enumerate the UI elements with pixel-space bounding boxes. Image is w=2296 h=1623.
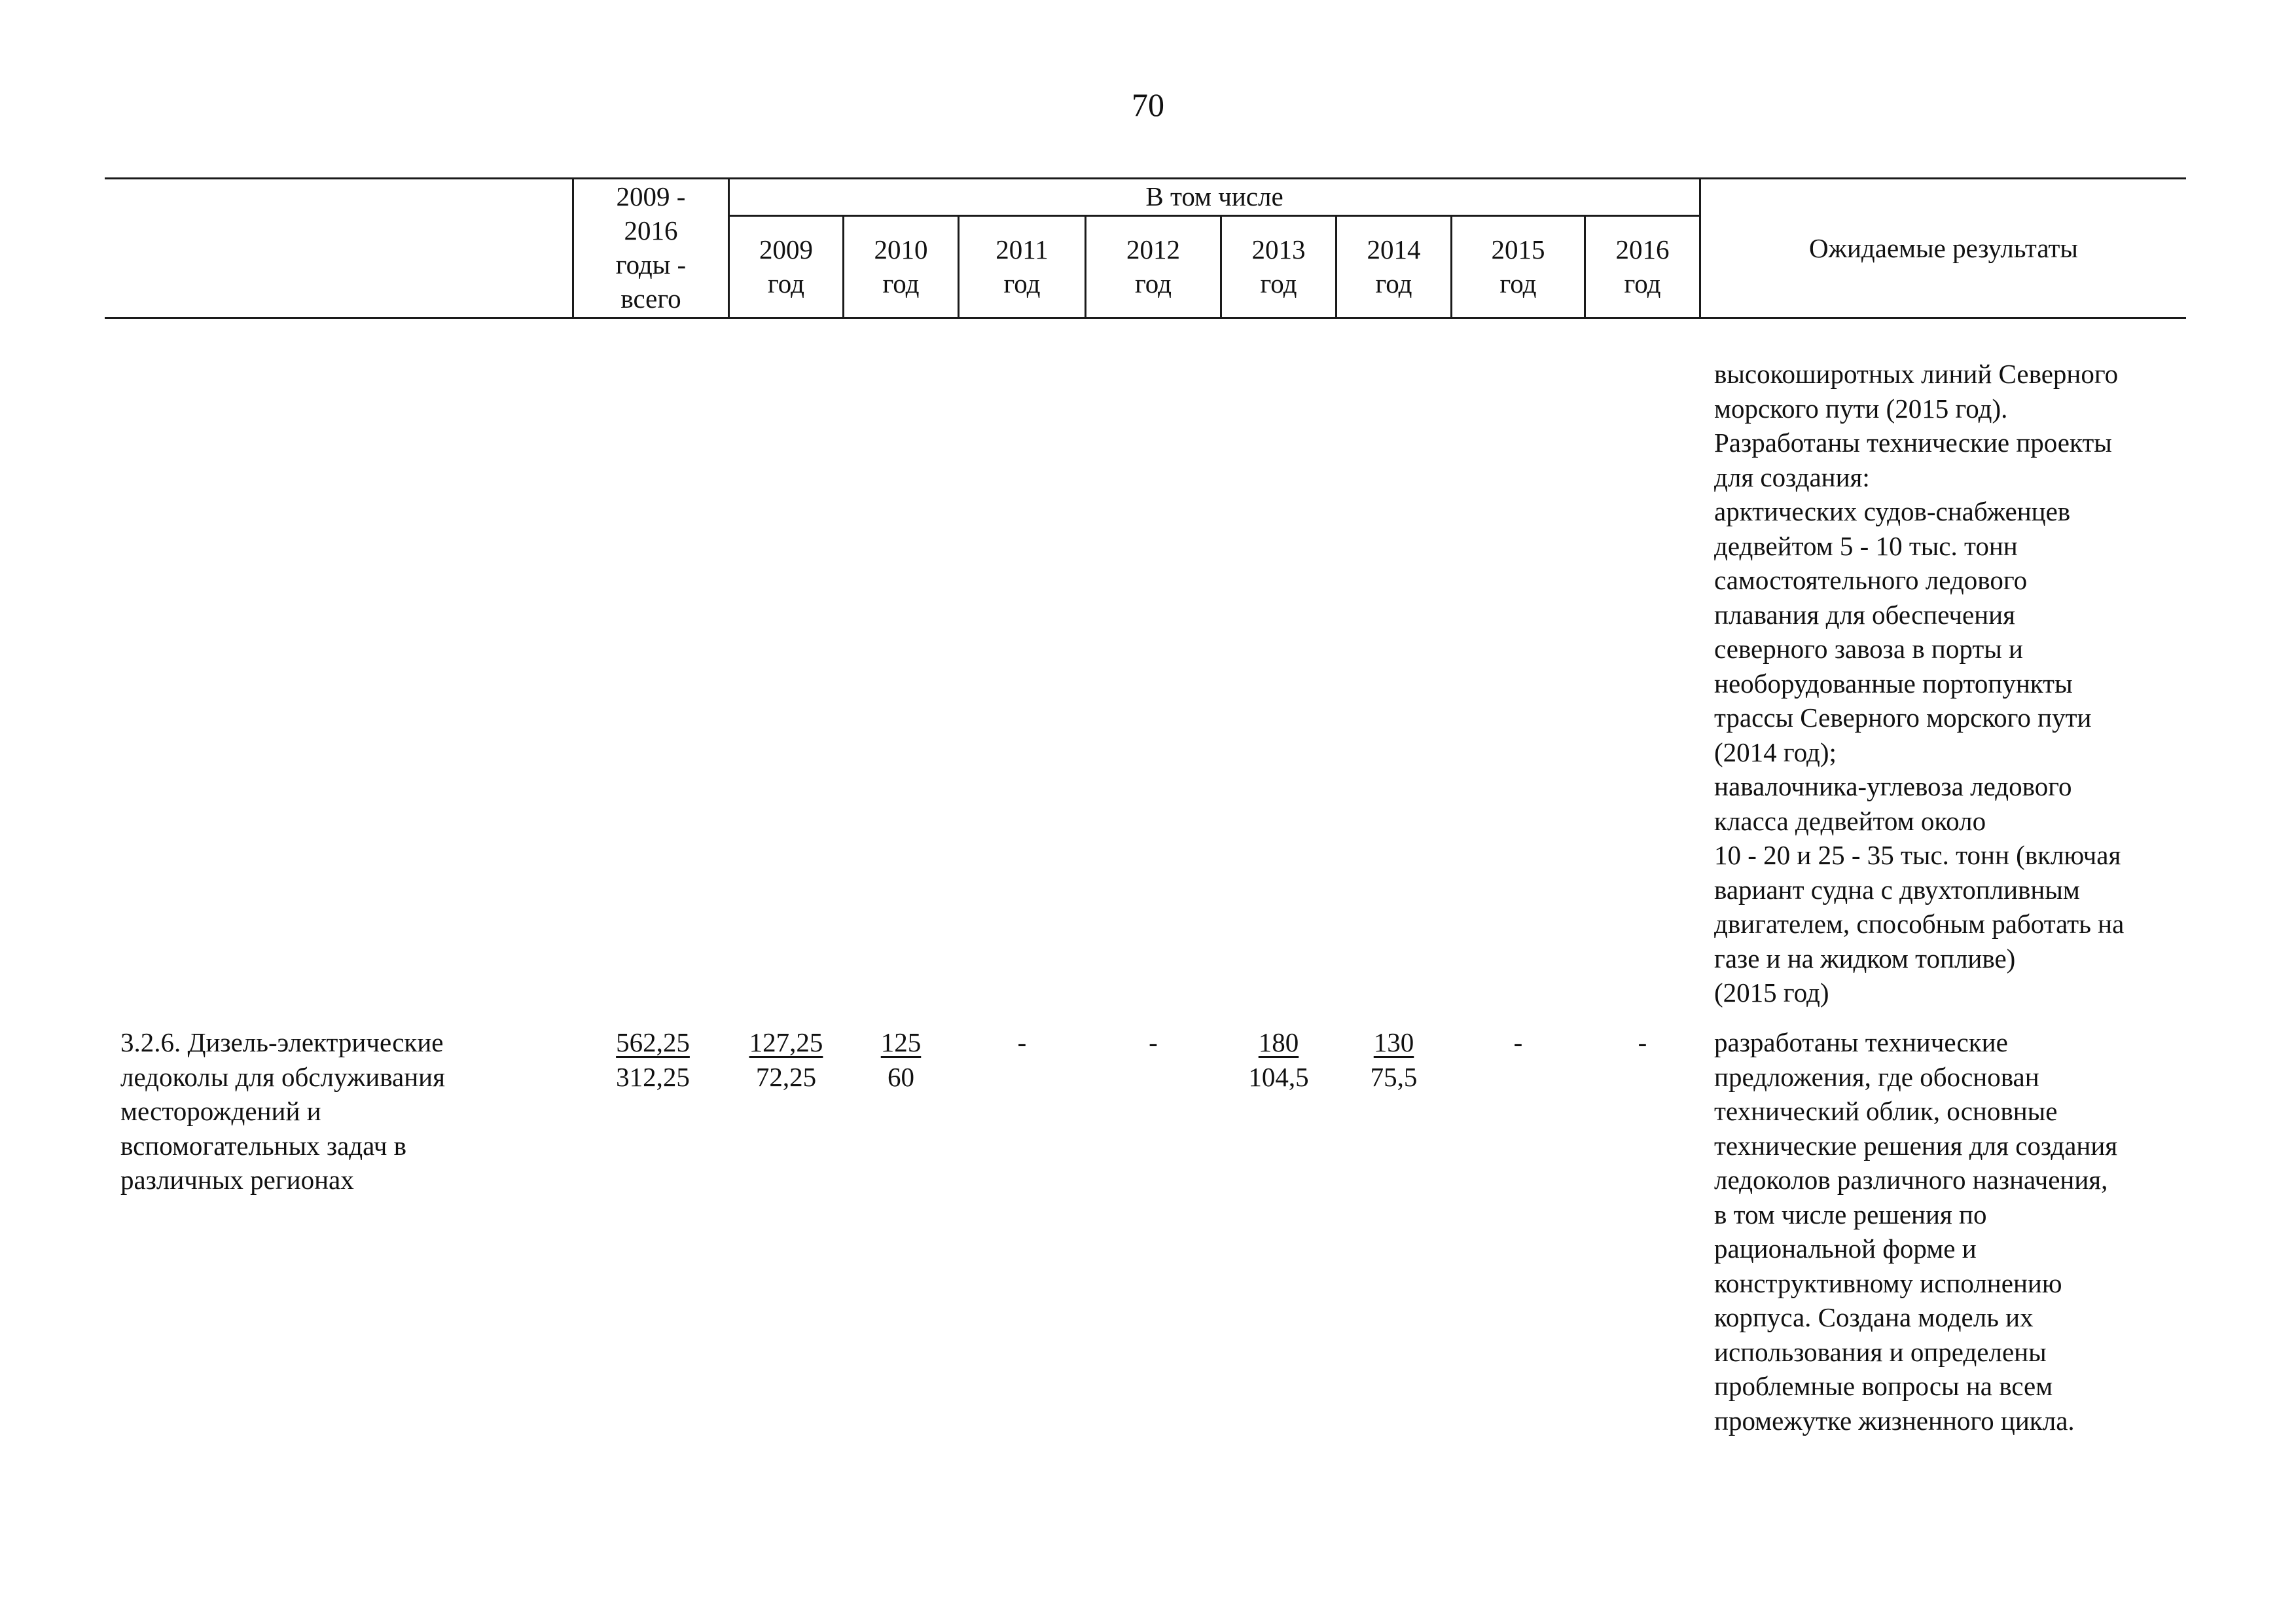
header-year: 2014: [1367, 234, 1421, 264]
value-top: 127,25: [749, 1027, 823, 1057]
header-year: 2015: [1491, 234, 1545, 264]
header-year-unit: год: [1624, 268, 1661, 299]
results-line: промежутке жизненного цикла.: [1714, 1405, 2075, 1436]
results-line: Разработаны технические проекты: [1714, 428, 2112, 458]
value-dash: -: [1017, 1027, 1027, 1057]
row-name-line: 3.2.6. Дизель-электрические: [120, 1027, 444, 1057]
results-line: трассы Северного морского пути: [1714, 702, 2092, 733]
results-line: навалочника-углевоза ледового: [1714, 771, 2072, 801]
results-line: технические решения для создания: [1714, 1130, 2118, 1161]
value-2011: [960, 1025, 1085, 1060]
row-name-line: месторождений и: [120, 1096, 321, 1126]
results-line: конструктивному исполнению: [1714, 1267, 2062, 1298]
value-bottom: 60: [888, 1061, 914, 1092]
results-line: использования и определены: [1714, 1336, 2047, 1367]
results-line: высокоширотных линий Северного: [1714, 359, 2119, 389]
value-dash: -: [1638, 1027, 1647, 1057]
value-bottom: 72,25: [755, 1061, 817, 1092]
value-2016: [1586, 1025, 1699, 1060]
header-year: 2011: [996, 234, 1049, 264]
results-line: самостоятельного ледового: [1714, 565, 2028, 595]
results-line: проблемные вопросы на всем: [1714, 1371, 2053, 1401]
row-results: [1714, 1025, 2117, 1438]
results-line: разработаны технические: [1714, 1027, 2008, 1057]
page-number: 70: [1132, 86, 1164, 123]
value-total: [589, 1025, 717, 1094]
value-top: 130: [1373, 1027, 1414, 1057]
row-name-line: ледоколы для обслуживания: [120, 1061, 445, 1092]
value-dash: -: [1513, 1027, 1523, 1057]
value-bottom: 75,5: [1370, 1061, 1418, 1092]
value-2009: [730, 1025, 842, 1094]
results-line: двигателем, способным работать на: [1714, 909, 2125, 939]
results-line: рациональной форме и: [1714, 1233, 1977, 1264]
header-year-unit: год: [1135, 268, 1172, 299]
subheader-rule: [728, 215, 1699, 217]
results-line: дедвейтом 5 - 10 тыс. тонн: [1714, 530, 2018, 561]
header-year-2015: [1452, 232, 1584, 301]
results-line: предложения, где обоснован: [1714, 1061, 2039, 1092]
value-2010: [844, 1025, 958, 1094]
results-line: класса дедвейтом около: [1714, 805, 1986, 836]
header-total-column: [574, 179, 728, 316]
header-year-2012: [1086, 232, 1220, 301]
results-line: морского пути (2015 год).: [1714, 393, 2008, 424]
value-top: 125: [880, 1027, 922, 1057]
row-name-line: вспомогательных задач в: [120, 1130, 406, 1161]
header-year: 2013: [1251, 234, 1306, 264]
header-year-unit: год: [1375, 268, 1412, 299]
value-2014: [1337, 1025, 1450, 1094]
header-total-line: всего: [620, 283, 681, 314]
results-line: необорудованные портопункты: [1714, 668, 2073, 699]
header-bottom-rule: [105, 317, 2186, 319]
value-top: 180: [1258, 1027, 1299, 1057]
header-year: 2012: [1126, 234, 1180, 264]
header-year: 2016: [1615, 234, 1670, 264]
continued-results: [1714, 357, 2124, 1010]
results-line: плавания для обеспечения: [1714, 599, 2015, 630]
header-year-2010: [844, 232, 958, 301]
header-year: 2009: [759, 234, 813, 264]
value-bottom: 312,25: [616, 1061, 690, 1092]
results-line: (2015 год): [1714, 977, 1829, 1008]
header-total-line: 2009 -: [616, 181, 686, 211]
header-total-line: 2016: [624, 215, 678, 246]
row-name-line: различных регионах: [120, 1165, 354, 1195]
value-dash: -: [1149, 1027, 1158, 1057]
value-2013: [1222, 1025, 1335, 1094]
results-line: (2014 год);: [1714, 737, 1837, 767]
row-name: [120, 1025, 445, 1197]
header-year-2016: [1586, 232, 1699, 301]
header-year-unit: год: [1499, 268, 1537, 299]
header-results: Ожидаемые результаты: [1809, 233, 2078, 263]
value-2012: [1086, 1025, 1220, 1060]
header-year-unit: год: [768, 268, 804, 299]
header-year-unit: год: [882, 268, 920, 299]
header-year-2014: [1337, 232, 1450, 301]
results-line: северного завоза в порты и: [1714, 634, 2023, 664]
results-line: в том числе решения по: [1714, 1199, 1987, 1230]
header-group-label: В том числе: [1145, 181, 1283, 211]
value-2015: [1452, 1025, 1584, 1060]
results-line: ледоколов различного назначения,: [1714, 1165, 2108, 1195]
results-line: 10 - 20 и 25 - 35 тыс. тонн (включая: [1714, 840, 2121, 870]
header-year-unit: год: [1003, 268, 1041, 299]
results-line: корпуса. Создана модель их: [1714, 1302, 2034, 1332]
results-line: для создания:: [1714, 462, 1870, 492]
value-top: 562,25: [616, 1027, 690, 1057]
header-year-2011: [960, 232, 1085, 301]
header-year-2013: [1222, 232, 1335, 301]
results-line: вариант судна с двухтопливным: [1714, 874, 2080, 905]
header-year-2009: [730, 232, 842, 301]
header-year-unit: год: [1260, 268, 1297, 299]
results-line: арктических судов-снабженцев: [1714, 496, 2071, 526]
header-total-line: годы -: [615, 249, 687, 280]
value-bottom: 104,5: [1248, 1061, 1309, 1092]
results-line: технический облик, основные: [1714, 1096, 2058, 1126]
header-year: 2010: [874, 234, 928, 264]
results-line: газе и на жидком топливе): [1714, 943, 2016, 974]
